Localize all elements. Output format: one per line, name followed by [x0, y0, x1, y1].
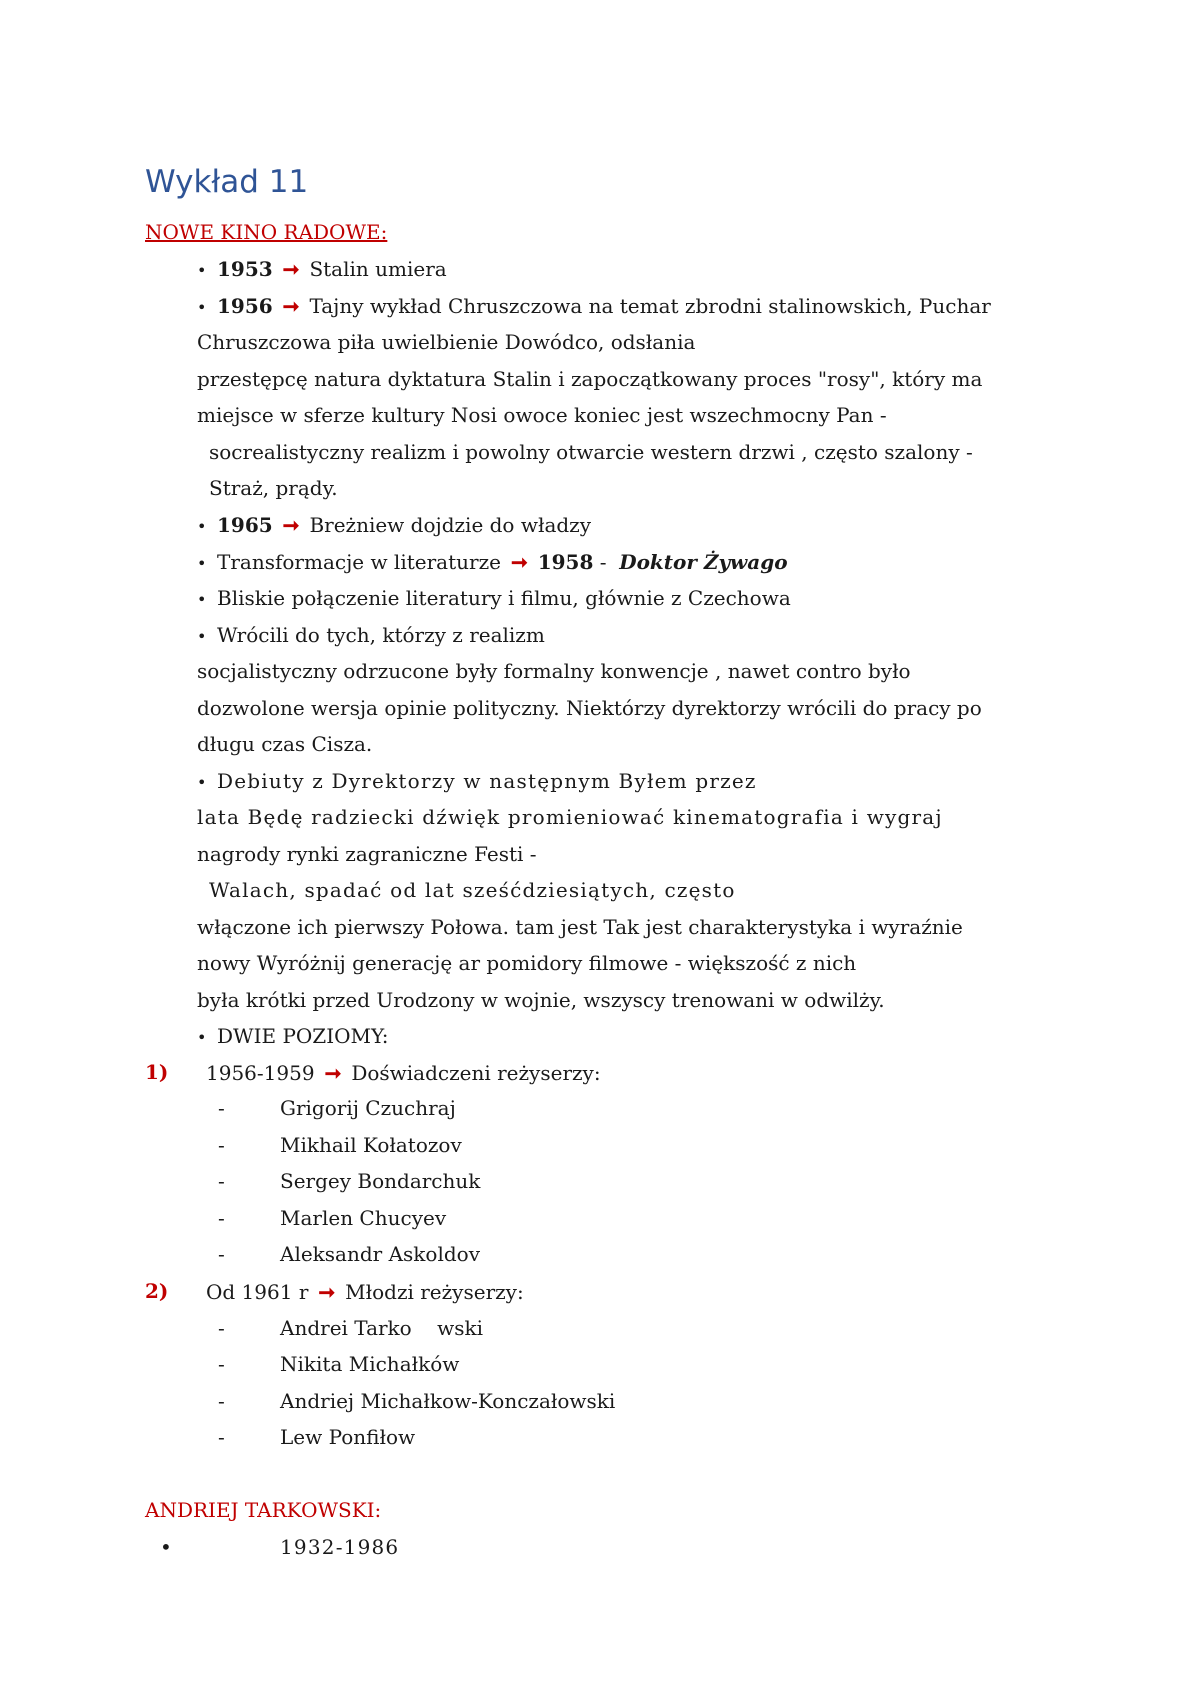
director-name: Mikhail Kołatozov [280, 1133, 462, 1157]
director-name: Marlen Chucyev [280, 1206, 447, 1230]
director-name: Nikita Michałków [280, 1352, 460, 1376]
director-name: Aleksandr Askoldov [280, 1242, 480, 1266]
bullet-icon: • [197, 261, 207, 280]
arrow-icon: ➞ [282, 294, 300, 318]
arrow-icon: ➞ [282, 513, 300, 537]
director-name: Grigorij Czuchraj [280, 1096, 456, 1120]
bullet-1965 [197, 512, 591, 540]
text-line: nagrody rynki zagraniczne Festi - [197, 842, 537, 866]
bullet-text: Debiuty z Dyrektorzy w następnym Byłem przez [217, 769, 757, 793]
text-line: przestępcę natura dyktatura Stalin i zapoczątkowany proces "rosy", który ma [197, 367, 983, 391]
dash-marker: - [218, 1425, 225, 1449]
bullet-icon: • [197, 298, 207, 317]
bullet-icon: • [197, 773, 208, 792]
arrow-icon: ➞ [510, 550, 528, 574]
life-years: 1932-1986 [280, 1535, 400, 1559]
dash-marker: - [218, 1169, 225, 1193]
arrow-icon: ➞ [318, 1280, 336, 1304]
bullet-transformations [197, 549, 788, 577]
bullet-icon: • [197, 1028, 207, 1047]
text-line: Chruszczowa piła uwielbienie Dowódco, odsłania [197, 330, 696, 354]
dash-marker: - [218, 1206, 225, 1230]
dash-marker: - [218, 1096, 225, 1120]
director-name: Andriej Michałkow-Konczałowski [280, 1389, 616, 1413]
group-header [206, 1279, 524, 1305]
page-title: Wykład 11 [145, 164, 309, 200]
director-name: Lew Ponfiłow [280, 1425, 416, 1449]
arrow-icon: ➞ [282, 257, 300, 281]
bullet-text: DWIE POZIOMY: [217, 1024, 389, 1048]
text-line: socjalistyczny odrzucone były formalny konwencje , nawet contro było [197, 659, 911, 683]
text-line: dozwolone wersja opinie polityczny. Niektórzy dyrektorzy wrócili do pracy po [197, 696, 982, 720]
text-line: była krótki przed Urodzony w wojnie, wszyscy trenowani w odwilży. [197, 988, 885, 1012]
text-line: nowy Wyróżnij generację ar pomidory filmowe - większość z nich [197, 951, 857, 975]
list-number: 2) [145, 1279, 169, 1303]
bullet-1953 [197, 256, 447, 284]
dash-marker: - [218, 1389, 225, 1413]
text-line: lata Będę radziecki dźwięk promieniować kinematografia i wygraj [197, 805, 943, 829]
group-label: Młodzi reżyserzy: [345, 1280, 524, 1304]
year: 1953 [217, 257, 273, 281]
bullet-returned [197, 622, 545, 650]
bullet-two-levels [197, 1023, 388, 1051]
text-line: miejsce w sferze kultury Nosi owoce koniec jest wszechmocny Pan - [197, 403, 887, 427]
dash-marker: - [218, 1133, 225, 1157]
arrow-icon: ➞ [324, 1061, 342, 1085]
text-line: socrealistyczny realizm i powolny otwarcie western drzwi , często szalony - [209, 440, 973, 464]
year: 1956 [217, 294, 273, 318]
list-number: 1) [145, 1060, 169, 1084]
bullet-icon: • [197, 554, 207, 573]
section-heading-new-cinema: NOWE KINO RADOWE: [145, 220, 388, 244]
bullet-1956 [197, 293, 991, 321]
dash-marker: - [218, 1316, 225, 1340]
bullet-text: Wrócili do tych, którzy z realizm [217, 623, 545, 647]
bullet-text: Breżniew dojdzie do władzy [309, 513, 591, 537]
bullet-debuts [197, 768, 757, 796]
section-heading-tarkovsky: ANDRIEJ TARKOWSKI: [145, 1498, 382, 1522]
bullet-text: Stalin umiera [309, 257, 447, 281]
bullet-icon: • [160, 1535, 172, 1559]
director-name: Sergey Bondarchuk [280, 1169, 481, 1193]
dash-marker: - [218, 1352, 225, 1376]
text-line: Straż, prądy. [209, 476, 338, 500]
book-title: Doktor Żywago [619, 550, 788, 574]
year: 1958 [537, 550, 594, 574]
year: 1965 [217, 513, 273, 537]
year-range: 1956-1959 [206, 1061, 315, 1085]
dash: - [599, 550, 607, 574]
bullet-close-connection [197, 585, 791, 613]
bullet-icon: • [197, 627, 207, 646]
text-line: Walach, spadać od lat sześćdziesiątych, często [209, 878, 736, 902]
year-range: Od 1961 r [206, 1280, 309, 1304]
bullet-icon: • [197, 590, 207, 609]
bullet-text: Tajny wykład Chruszczowa na temat zbrodni stalinowskich, Puchar [309, 294, 991, 318]
bullet-text: Bliskie połączenie literatury i filmu, głównie z Czechowa [217, 586, 791, 610]
group-label: Doświadczeni reżyserzy: [351, 1061, 601, 1085]
text-line: włączone ich pierwszy Połowa. tam jest Tak jest charakterystyka i wyraźnie [197, 915, 963, 939]
dash-marker: - [218, 1242, 225, 1266]
group-header [206, 1060, 601, 1086]
text-line: długu czas Cisza. [197, 732, 373, 756]
director-name: Andrei Tarko wski [280, 1316, 484, 1340]
bullet-text: Transformacje w literaturze [217, 550, 501, 574]
bullet-icon: • [197, 517, 207, 536]
